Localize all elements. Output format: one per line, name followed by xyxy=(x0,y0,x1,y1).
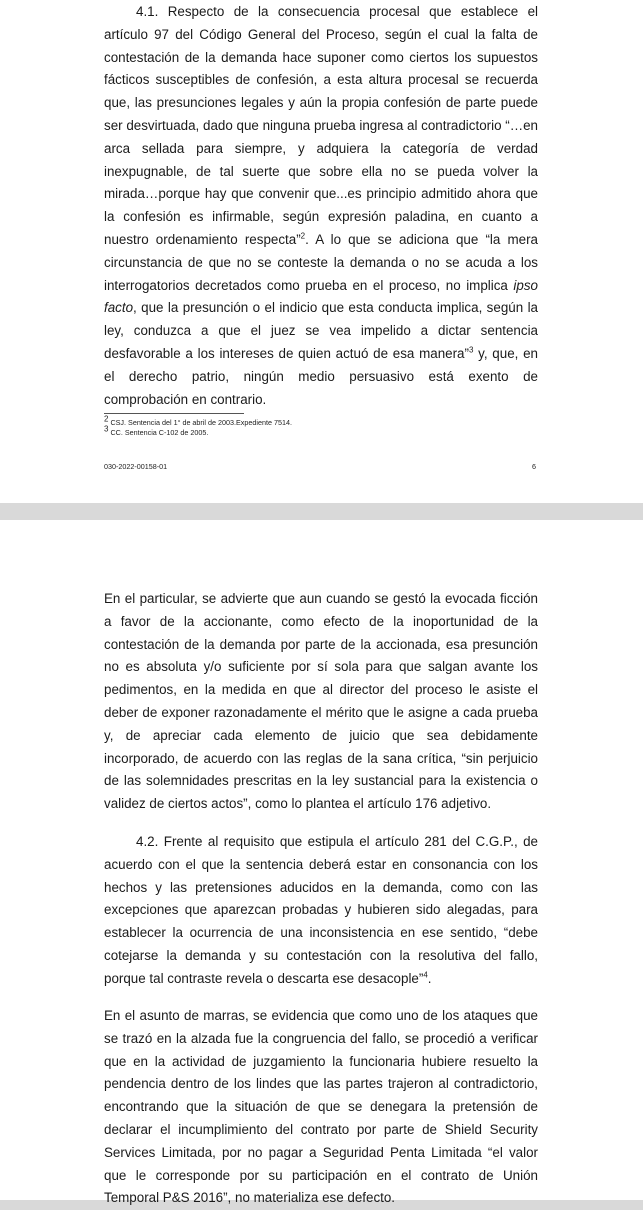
footnote-divider xyxy=(104,413,244,414)
paragraph-4-1-text: , que la presunción o el indicio que esta conducta implica, según la ley, conduzca a que el juez se vea impelido a dictar sentencia desfavorable a los intereses de quien actuó de esa manera” xyxy=(104,300,538,361)
paragraph-4-1-text: y, que, en el derecho patrio, ningún medio persuasivo está exento de comprobación en contrario. xyxy=(104,345,538,407)
paragraph-4-1-text: 4.1. Respecto de la consecuencia procesal que establece el artículo 97 del Código General del Proceso, según el cual la falta de contestación de la demanda hace suponer como ciertos los supuestos fácticos susceptibles de confesión, a esta altura procesal se recuerda que, las presunciones legales y aún la propia confesión de parte puede ser desvirtuada, dado que ninguna prueba ingresa al contradictorio “…en arca sellada para siempre, y adquiera la categoría de verdad inexpugnable, de tal suerte que sobre ella no se pueda volver la mirada…porque hay que convenir que...es principio admitido ahora que la confesión es infirmable, según expresión paladina, en cuanto a nuestro ordenamiento respecta” xyxy=(104,4,538,247)
paragraph-4-2-text: . xyxy=(427,970,432,986)
paragraph-4-1 xyxy=(104,1,538,411)
document-page-7 xyxy=(0,520,643,1206)
footnote-3: $^3$ CC. Sentencia C-102 de 2005. xyxy=(104,424,209,437)
paragraph-particular: En el particular, se advierte que aun cuando se gestó la evocada ficción a favor de la accionante, como efecto de la inoportunidad de la contestación de la demanda por parte de la accionada, esa presunción no es absoluta y/o suficiente por sí sola para que salgan avante los pedimentos, en la medida en que al director del proceso le asiste el deber de exponer razonadamente el mérito que le asigne a cada prueba y, de apreciar cada elemento de juicio que sea debidamente incorporado, de acuerdo con las reglas de la sana crítica, “sin perjuicio de las solemnidades prescritas en la ley sustancial para la existencia o validez de ciertos actos”, como lo plantea el artículo 176 adjetivo. xyxy=(104,591,538,812)
footnote-ref-2: 2 xyxy=(300,231,306,241)
footnote-ref-4: 4 xyxy=(423,970,428,980)
footer-case-number: 030-2022-00158-01 xyxy=(104,462,168,471)
paragraph-4-1-text: . A lo que se adiciona que “la mera circunstancia de que no se conteste la demanda o no se acuda a los interrogatorios decretados como prueba en el proceso, no implica xyxy=(104,231,538,293)
footnote-2: $^2$ CSJ. Sentencia del 1° de abril de 2003.Expediente 7514. xyxy=(104,414,292,427)
paragraph-marras: En el asunto de marras, se evidencia que como uno de los ataques que se trazó en la alzada fue la congruencia del fallo, se procedió a verificar que en la actividad de juzgamiento la funcionaria hubiere resuelto la pendencia dentro de los lindes que las partes trajeron al contradictorio, encontrando que la situación de que se denegara la pretensión de declarar el incumplimiento del contrato por parte de Shield Security Services Limitada, por no pagar a Seguridad Penta Limitada “el valor que le corresponde por su participación en el contrato de Unión Temporal P&S 2016”, no materializa ese defecto. xyxy=(104,1008,538,1206)
paragraph-4-2 xyxy=(104,831,538,991)
footnote-ref-3: 3 xyxy=(468,345,474,355)
document-page-6 xyxy=(0,0,643,503)
paragraph-4-2-text: 4.2. Frente al requisito que estipula el artículo 281 del C.G.P., de acuerdo con el que la sentencia deberá estar en consonancia con los hechos y las pretensiones aducidos en la demanda, como con las excepciones que aparezcan probadas y hubieren sido alegadas, para establecer la ocurrencia de una inconsistencia en ese sentido, “debe cotejarse la demanda y su contestación con la resolutiva del fallo, porque tal contraste revela o descarta ese desacople” xyxy=(104,834,538,986)
paragraph-4-1-italic: ipso facto xyxy=(104,277,538,316)
footer-page-number: 6 xyxy=(532,462,536,471)
